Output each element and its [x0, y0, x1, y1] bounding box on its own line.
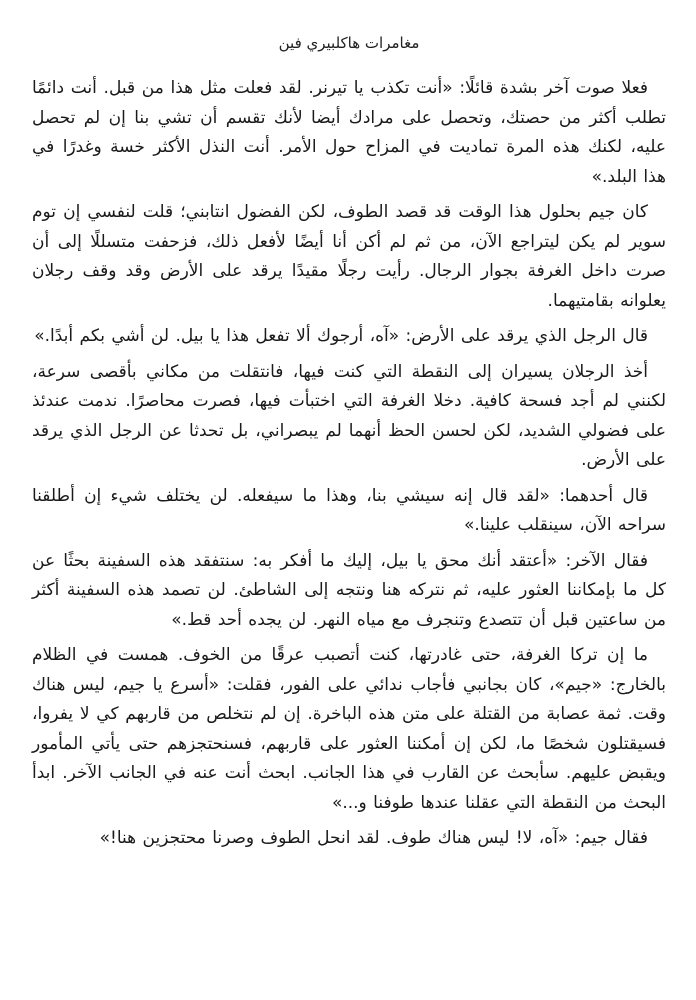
paragraph: كان جيم بحلول هذا الوقت قد قصد الطوف، لكن الفضول انتابني؛ قلت لنفسي إن توم سوير لم يكن ليتراجع الآن، من ثم لم أكن أنا أيضًا لأفعل ذلك، فزحفت متسللًا إلى أن صرت داخل الغرفة بجوار الرجال. رأيت رجلًا مقيدًا يرقد على الأرض وقد وقف رجلان يعلوانه بقامتيهما. [32, 202, 666, 311]
paragraph: قال أحدهما: «لقد قال إنه سيشي بنا، وهذا ما سيفعله. لن يختلف شيء إن أطلقنا سراحه الآن، سينقلب علينا.» [32, 485, 666, 535]
paragraph: قال الرجل الذي يرقد على الأرض: «آه، أرجوك ألا تفعل هذا يا بيل. لن أشي بكم أبدًا.» [34, 326, 648, 346]
paragraph: فعلا صوت آخر بشدة قائلًا: «أنت تكذب يا تيرنر. لقد فعلت مثل هذا من قبل. أنت دائمًا تطلب أكثر من حصتك، وتحصل على مرادك أيضا لأنك تقسم أن تشي بنا إن لم تحصل عليه، لكنك هذه المرة تماديت في المزاح حول الأمر. أنت النذل الأكثر خسة وغدرًا في هذا البلد.» [32, 78, 666, 187]
paragraph: ما إن تركا الغرفة، حتى غادرتها، كنت أتصبب عرقًا من الخوف. همست في الظلام بالخارج: «جيم»، كان بجانبي فأجاب ندائي على الفور، فقلت: «أسرع يا جيم، ليس هناك وقت. ثمة عصابة من القتلة على متن هذه الباخرة. إن لم نتخلص من قاربهم كي لا يفروا، فسيقتلون شخصًا ما، لكن إن أمكننا العثور على قاربهم، فسنحتجزهم حتى يأتي المأمور ويقبض عليهم. سأبحث عن القارب في هذا الجانب. ابحث أنت عنه في الجانب الآخر. ابدأ البحث من النقطة التي عقلنا عندها طوفنا و...» [32, 645, 666, 813]
paragraph: فقال الآخر: «أعتقد أنك محق يا بيل، إليك ما أفكر به: سنتفقد هذه السفينة بحثًا عن كل ما بإمكاننا العثور عليه، ثم نتركه هنا ونتجه إلى الشاطئ. لن تصمد هذه السفينة أكثر من ساعتين قبل أن تتصدع وتنجرف مع مياه النهر. لن يجده أحد قط.» [32, 550, 666, 630]
paragraph: أخذ الرجلان يسيران إلى النقطة التي كنت فيها، فانتقلت من مكاني بأقصى سرعة، لكنني لم أجد فسحة كافية. دخلا الغرفة التي اختبأت فيها، فصرت محاصرًا. ندمت عندئذ على فضولي الشديد، لكن لحسن الحظ أنهما لم يبصراني، بل تحدثا عن الرجل الذي يرقد على الأرض. [32, 361, 666, 470]
page-header-title: مغامرات هاكلبيري فين [278, 34, 420, 52]
body-text [32, 74, 666, 854]
paragraph: فقال جيم: «آه، لا! ليس هناك طوف. لقد انحل الطوف وصرنا محتجزين هنا!» [99, 828, 648, 848]
